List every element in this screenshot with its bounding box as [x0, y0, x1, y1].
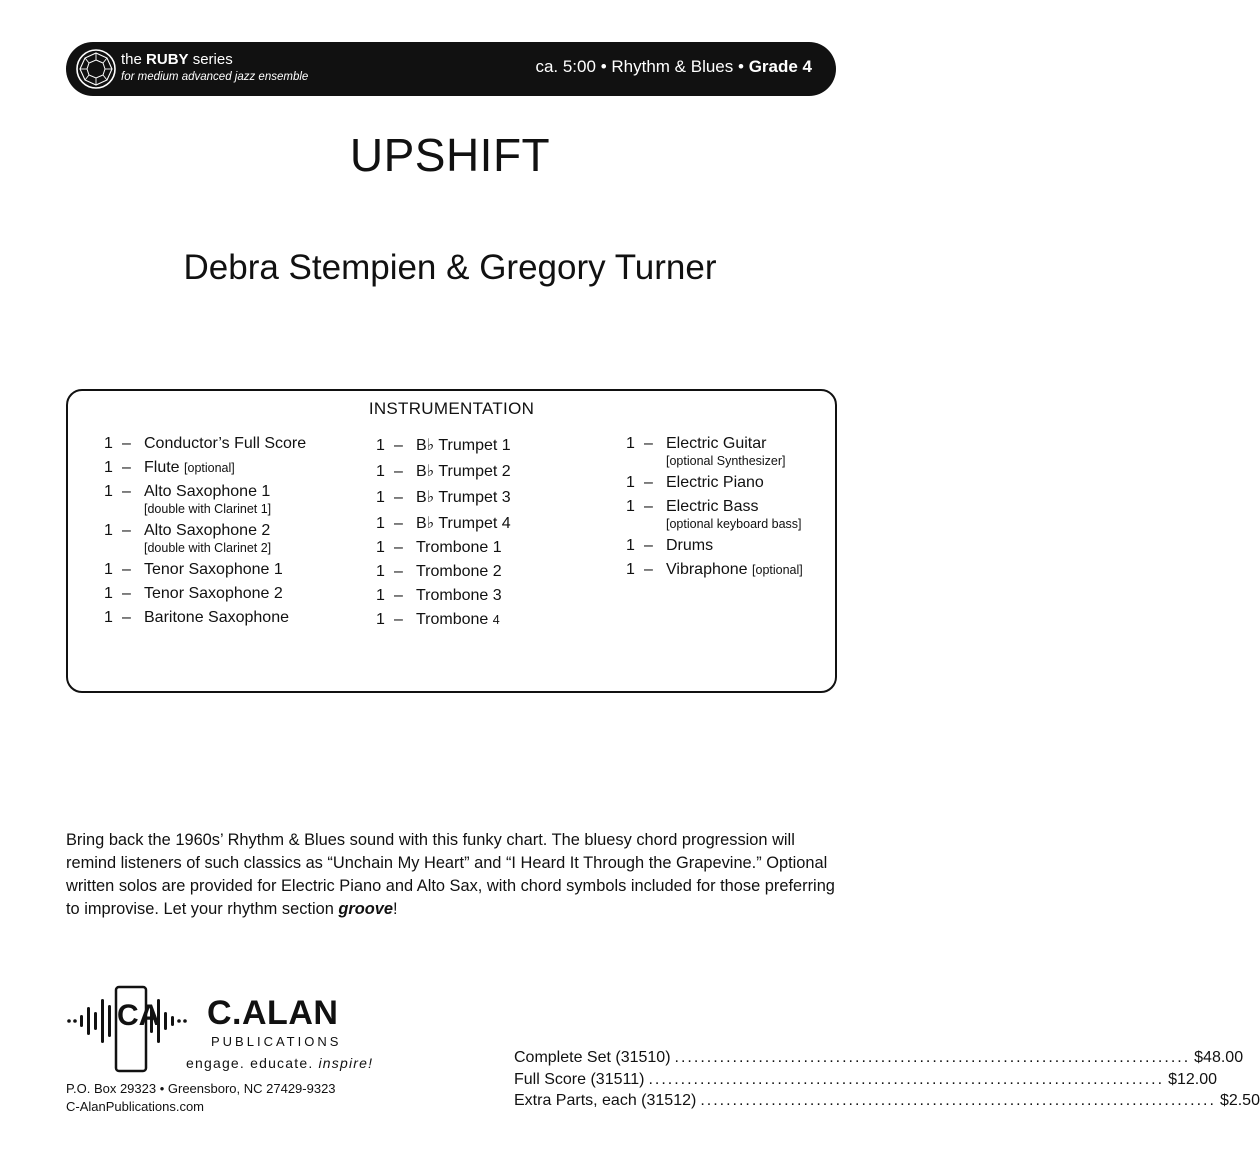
instrument-item — [626, 474, 803, 492]
instrument-qty: 1 — [104, 459, 113, 476]
publisher-subname: PUBLICATIONS — [211, 1034, 342, 1049]
instrument-name: Baritone Saxophone — [144, 609, 289, 626]
instrument-name: Flute — [144, 459, 180, 476]
instrument-name: Vibraphone — [666, 561, 748, 578]
instrumentation-heading: INSTRUMENTATION — [368, 399, 535, 418]
instrument-name: Trombone 3 — [416, 587, 502, 604]
instrument-dash: – — [122, 522, 131, 539]
instrument-name: Alto Saxophone 1 — [144, 483, 271, 500]
instrument-note: [double with Clarinet 2] — [144, 541, 272, 555]
instrument-qty: 1 — [626, 435, 635, 452]
price-row — [514, 1070, 1217, 1093]
publisher-address: P.O. Box 29323 • Greensboro, NC 27429-9323 — [66, 1081, 336, 1096]
instrument-name: Drums — [666, 537, 714, 554]
instrument-item — [376, 539, 511, 557]
instrument-inline-note: [optional] — [752, 563, 803, 577]
instrument-name: Tenor Saxophone 1 — [144, 561, 283, 578]
composer: Debra Stempien & Gregory Turner — [183, 248, 717, 287]
price-row — [514, 1092, 1260, 1114]
instrument-item — [626, 498, 803, 531]
instrument-item — [104, 609, 306, 627]
leader-dots: ................................................................................ — [674, 1049, 1191, 1066]
price-value: $12.00 — [1168, 1070, 1217, 1088]
instrument-qty: 1 — [376, 515, 385, 532]
price-label: Full Score (31511) — [514, 1070, 645, 1088]
instrument-dash: – — [644, 498, 653, 515]
instrumentation-box — [66, 389, 837, 693]
instrument-item — [626, 435, 803, 468]
instrument-item — [376, 461, 511, 481]
description-emphasis: groove — [338, 900, 394, 918]
instrument-item — [376, 487, 511, 507]
instrument-dash: – — [644, 537, 653, 554]
instrument-qty: 1 — [376, 539, 385, 556]
price-list — [514, 1049, 1260, 1114]
instrument-item — [104, 435, 306, 453]
genre: Rhythm & Blues — [611, 57, 734, 76]
instrument-name: Conductor’s Full Score — [144, 435, 307, 452]
instrument-qty: 1 — [376, 489, 385, 506]
instrument-qty: 1 — [376, 611, 385, 628]
instrument-dash: – — [122, 435, 131, 452]
instrument-dash: – — [644, 474, 653, 491]
instrument-name: Tenor Saxophone 2 — [144, 585, 283, 602]
instrument-qty: 1 — [104, 522, 113, 539]
instrument-qty: 1 — [376, 463, 385, 480]
instrument-qty: 1 — [104, 585, 113, 602]
instrument-column-3 — [626, 435, 803, 585]
logo-letters: CA — [117, 999, 161, 1032]
instrument-item — [376, 563, 511, 581]
instrument-name: B♭ Trumpet 2 — [416, 463, 511, 480]
publisher-address-block — [66, 1080, 336, 1116]
instrument-item — [626, 537, 803, 555]
instrument-dash: – — [644, 435, 653, 452]
instrument-dash: – — [394, 515, 403, 532]
instrument-column-1 — [104, 435, 306, 633]
piece-title: UPSHIFT — [349, 129, 551, 181]
instrument-dash: – — [394, 611, 403, 628]
instrument-name: Electric Piano — [666, 474, 764, 491]
instrument-dash: – — [394, 489, 403, 506]
instrument-qty: 1 — [626, 498, 635, 515]
instrument-item — [626, 561, 803, 579]
instrument-qty: 1 — [376, 437, 385, 454]
instrument-dash: – — [122, 483, 131, 500]
price-value: $2.50 — [1219, 1092, 1260, 1109]
instrument-dash: – — [394, 539, 403, 556]
instrument-name: Trombone — [416, 611, 489, 628]
instrument-qty: 1 — [104, 561, 113, 578]
instrument-name: Trombone 1 — [416, 539, 502, 556]
instrument-item — [376, 435, 511, 455]
instrument-name: B♭ Trumpet 3 — [416, 489, 511, 506]
ruby-gem-icon — [74, 47, 118, 91]
price-row — [514, 1049, 1244, 1071]
instrument-dash: – — [394, 463, 403, 480]
instrument-item — [376, 611, 511, 629]
instrument-qty: 1 — [104, 609, 113, 626]
instrument-qty: 1 — [626, 561, 635, 578]
instrument-note: [double with Clarinet 1] — [144, 502, 272, 516]
instrument-dash: – — [122, 459, 131, 476]
instrument-name: Trombone 2 — [416, 563, 502, 580]
instrument-name: Alto Saxophone 2 — [144, 522, 271, 539]
instrument-name: B♭ Trumpet 1 — [416, 437, 511, 454]
publisher-website[interactable]: C-AlanPublications.com — [66, 1099, 205, 1114]
instrument-item — [104, 561, 306, 579]
duration: ca. 5:00 — [535, 57, 596, 76]
price-label: Extra Parts, each (31512) — [514, 1092, 697, 1109]
instrument-dash: – — [394, 437, 403, 454]
instrument-item — [104, 522, 306, 555]
instrument-dash: – — [122, 609, 131, 626]
instrument-dash: – — [394, 563, 403, 580]
series-subtitle: for medium advanced jazz ensemble — [121, 71, 309, 83]
instrument-note: [optional keyboard bass] — [666, 517, 802, 531]
instrument-dash: – — [644, 561, 653, 578]
instrument-inline-note: [optional] — [184, 461, 235, 475]
instrument-item — [104, 585, 306, 603]
piece-meta: ca. 5:00 • Rhythm & Blues • Grade 4 — [535, 57, 812, 76]
publisher-tagline: engage. educate. inspire! — [186, 1055, 374, 1071]
instrument-name: Electric Bass — [666, 498, 759, 515]
instrument-qty: 1 — [376, 563, 385, 580]
publisher-name: C.ALAN — [207, 994, 339, 1032]
price-label: Complete Set (31510) — [514, 1049, 671, 1066]
instrument-item — [104, 459, 306, 477]
instrument-dash: – — [122, 561, 131, 578]
series-name: the RUBY series — [121, 51, 233, 68]
instrument-item — [376, 513, 511, 533]
instrument-qty: 1 — [104, 435, 113, 452]
price-value: $48.00 — [1194, 1049, 1244, 1066]
instrument-item — [104, 483, 306, 516]
instrument-item — [376, 587, 511, 605]
instrument-dash: – — [122, 585, 131, 602]
grade: Grade 4 — [748, 57, 812, 76]
instrument-column-2 — [376, 435, 511, 635]
instrument-qty: 1 — [626, 474, 635, 491]
instrument-name: Electric Guitar — [666, 435, 767, 452]
instrument-qty: 1 — [376, 587, 385, 604]
instrument-name: B♭ Trumpet 4 — [416, 515, 511, 532]
instrument-qty: 1 — [104, 483, 113, 500]
instrument-qty: 1 — [626, 537, 635, 554]
instrument-dash: – — [394, 587, 403, 604]
leader-dots: ................................................................................ — [648, 1070, 1165, 1088]
instrument-inline-note: 4 — [492, 613, 500, 627]
description: Bring back the 1960s’ Rhythm & Blues sound with this funky chart. The bluesy chord progression will remind listeners of such classics as “Unchain My Heart” and “I Heard It Through the Grapevine.” Optional written solos are provided for Electric Piano and Alto Sax, with chord symbols included for those preferring to improvise. Let your rhythm section groove! — [66, 831, 835, 918]
instrument-note: [optional Synthesizer] — [666, 454, 786, 468]
leader-dots: ................................................................................ — [700, 1092, 1216, 1109]
